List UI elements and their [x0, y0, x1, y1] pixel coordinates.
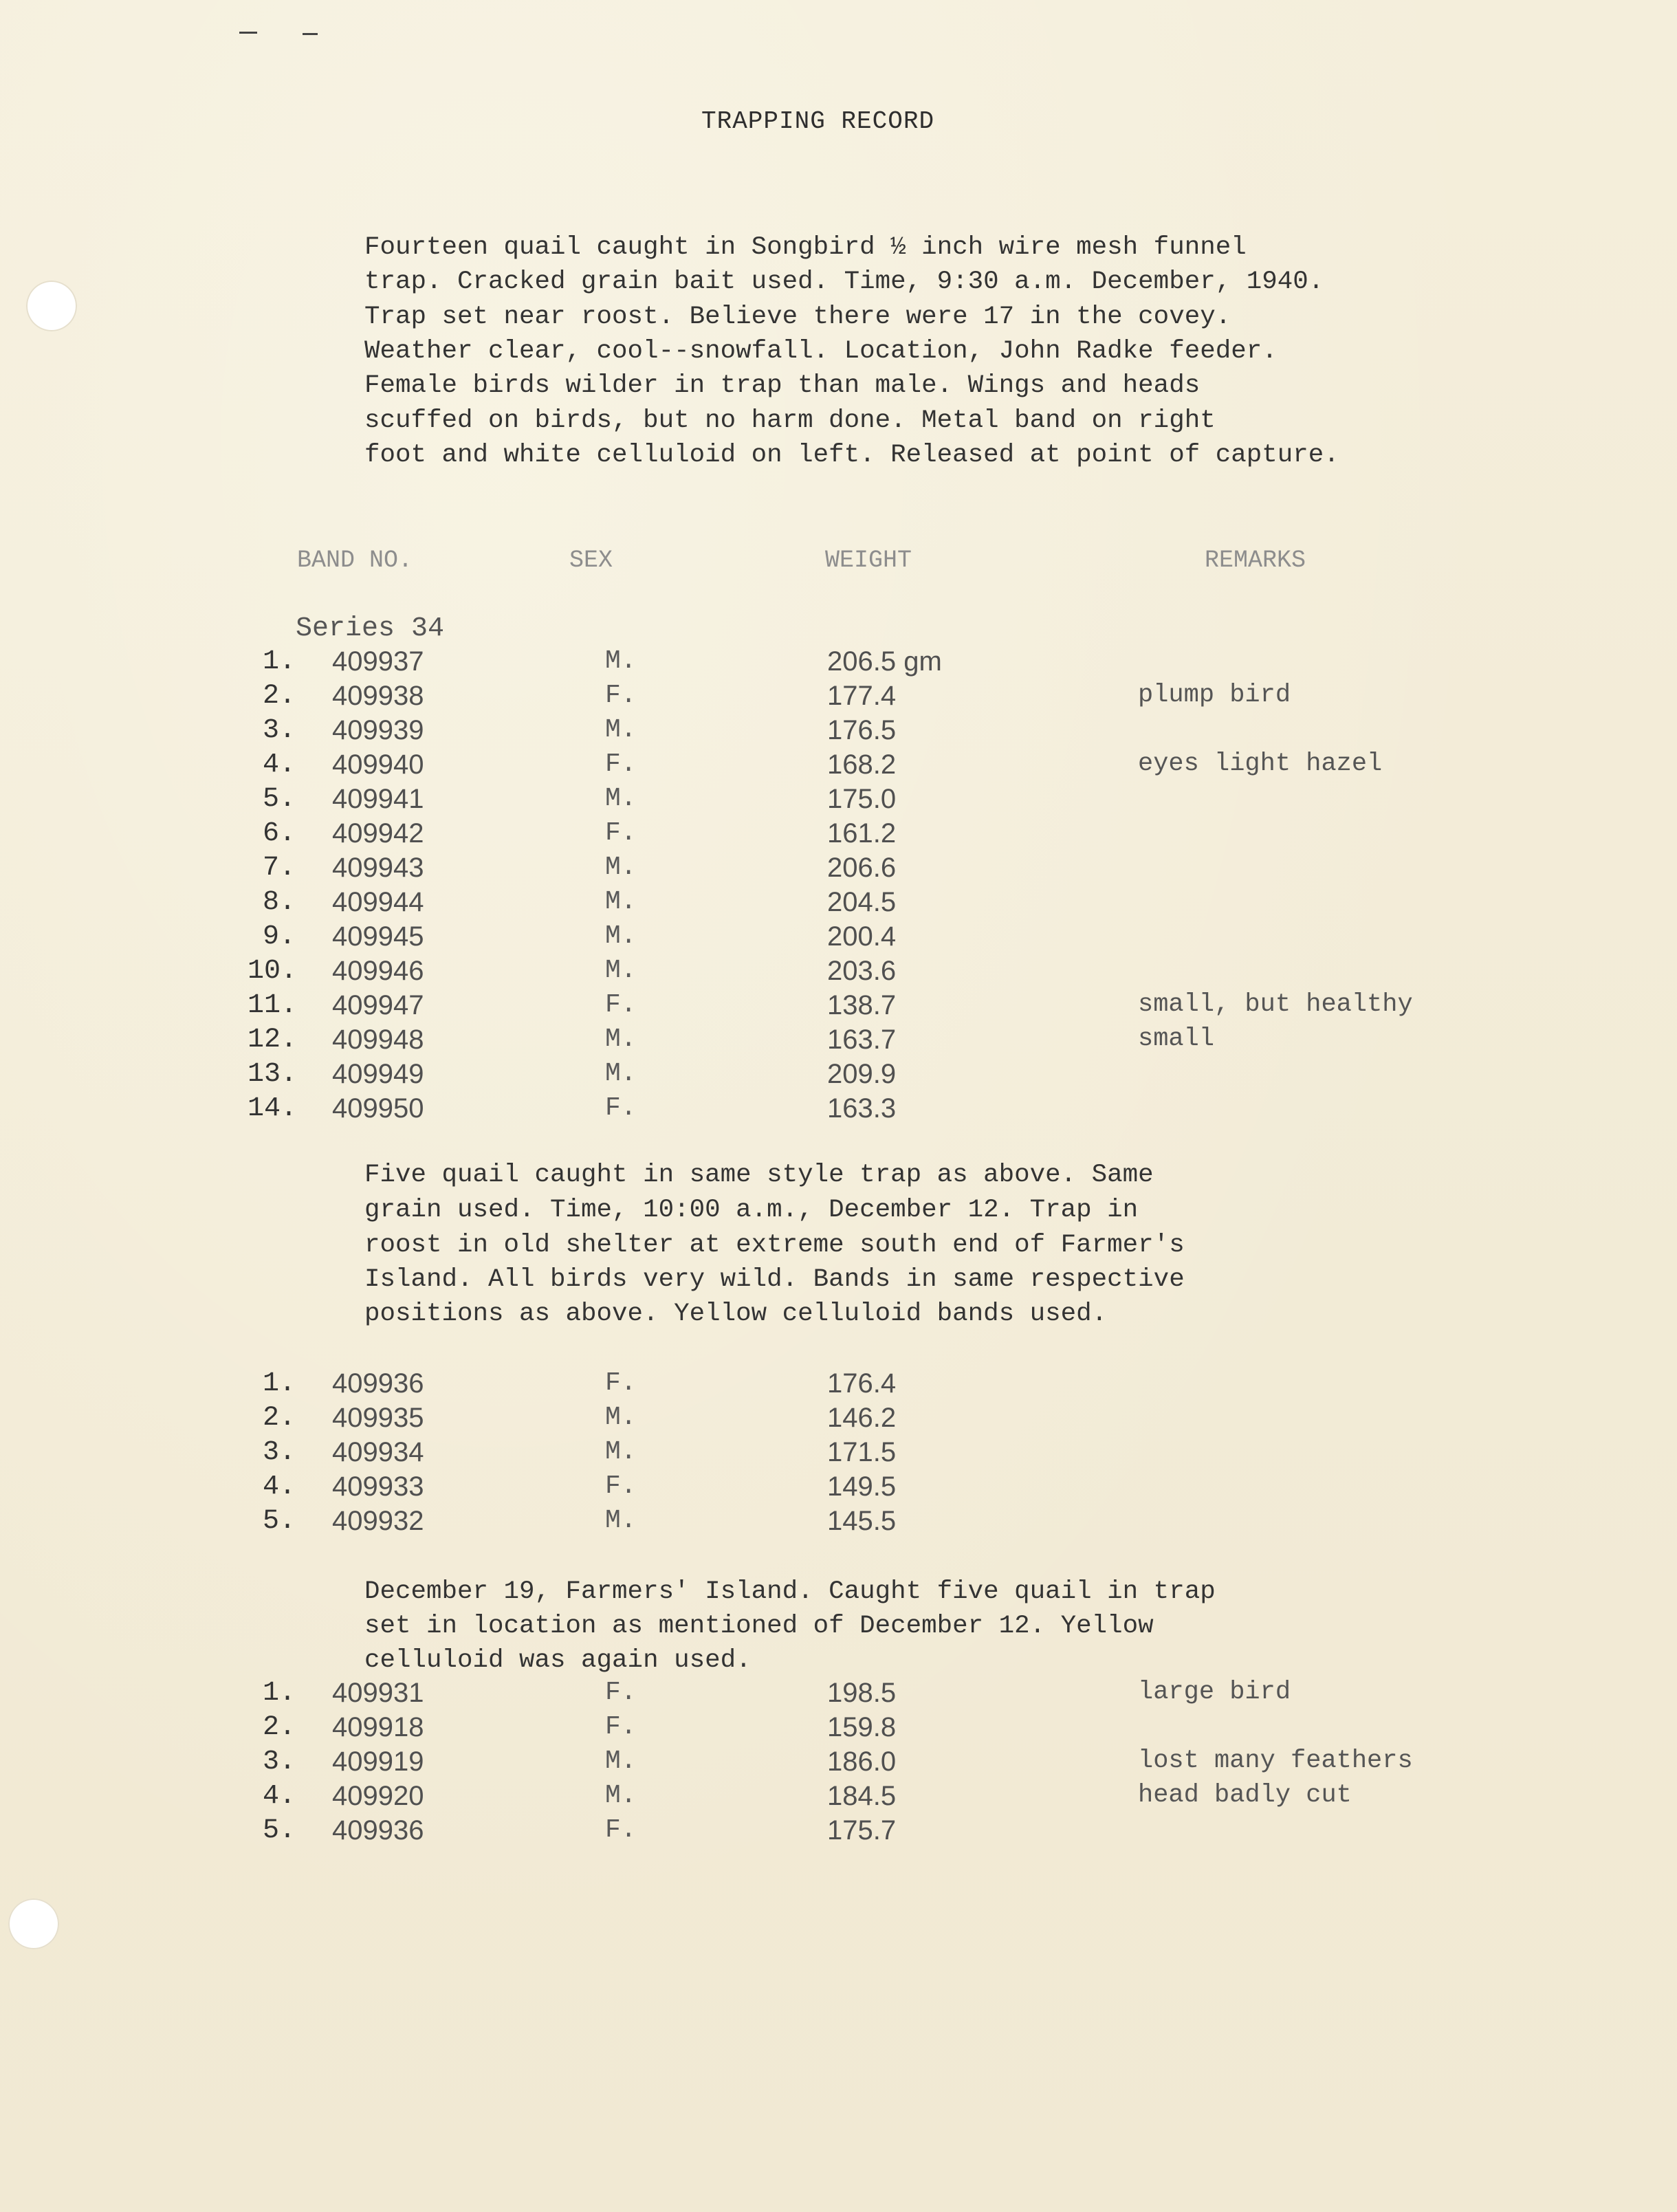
row-number: 4.	[263, 1781, 296, 1812]
sex-value: F.	[605, 1815, 637, 1845]
sex-value: M.	[605, 784, 637, 813]
table-row	[0, 818, 1677, 853]
remark-value: small, but healthy	[1138, 990, 1413, 1019]
row-number: 14.	[248, 1093, 298, 1124]
table-row	[0, 853, 1677, 887]
band-number: 409932	[332, 1506, 424, 1536]
band-number: 409950	[332, 1093, 424, 1124]
band-number: 409931	[332, 1678, 424, 1708]
paragraph-1-line: trap. Cracked grain bait used. Time, 9:30 a.m. December, 1940.	[364, 267, 1324, 296]
weight-value: 168.2	[827, 749, 897, 780]
band-number: 409936	[332, 1368, 424, 1399]
weight-value: 171.5	[827, 1437, 897, 1467]
header-band-no: BAND NO.	[297, 547, 413, 574]
weight-value: 177.4	[827, 681, 897, 711]
sex-value: M.	[605, 1506, 637, 1535]
band-number: 409941	[332, 784, 424, 814]
band-number: 409936	[332, 1815, 424, 1846]
table-row	[0, 1815, 1677, 1850]
weight-value: 176.5	[827, 715, 897, 745]
weight-value: 186.0	[827, 1746, 897, 1777]
row-number: 8.	[263, 887, 296, 918]
weight-value: 163.3	[827, 1093, 897, 1124]
table-row	[0, 1471, 1677, 1506]
paragraph-3-line: December 19, Farmers' Island. Caught five quail in trap	[364, 1577, 1216, 1606]
row-number: 5.	[263, 1506, 296, 1537]
weight-value: 138.7	[827, 990, 897, 1020]
row-number: 2.	[263, 1712, 296, 1743]
weight-value: 176.4	[827, 1368, 897, 1399]
row-number: 3.	[263, 715, 296, 746]
paragraph-1-line: Trap set near roost. Believe there were 17 in the covey.	[364, 303, 1231, 331]
row-number: 12.	[248, 1025, 298, 1055]
weight-value: 203.6	[827, 956, 897, 986]
paragraph-1-line: scuffed on birds, but no harm done. Metal band on right	[364, 406, 1216, 435]
row-number: 3.	[263, 1746, 296, 1777]
header-remarks: REMARKS	[1205, 547, 1306, 574]
header-sex: SEX	[569, 547, 613, 574]
sex-value: F.	[605, 990, 637, 1020]
sex-value: F.	[605, 1471, 637, 1501]
punch-hole-bottom	[8, 1898, 59, 1949]
remark-value: lost many feathers	[1138, 1746, 1413, 1775]
weight-value: 159.8	[827, 1712, 897, 1742]
row-number: 2.	[263, 681, 296, 712]
sex-value: F.	[605, 749, 637, 779]
weight-value: 209.9	[827, 1059, 897, 1089]
row-number: 2.	[263, 1403, 296, 1434]
sex-value: F.	[605, 1712, 637, 1742]
row-number: 4.	[263, 1471, 296, 1502]
table-row	[0, 956, 1677, 990]
paragraph-2-line: Island. All birds very wild. Bands in same respective	[364, 1265, 1185, 1294]
document-title: TRAPPING RECORD	[701, 107, 935, 135]
series-label: Series 34	[296, 613, 445, 644]
sex-value: F.	[605, 818, 637, 848]
sex-value: M.	[605, 646, 637, 676]
band-number: 409918	[332, 1712, 424, 1742]
paragraph-1-line: Female birds wilder in trap than male. Wings and heads	[364, 371, 1201, 400]
sex-value: M.	[605, 715, 637, 745]
table-row	[0, 1437, 1677, 1471]
sex-value: F.	[605, 1678, 637, 1707]
row-number: 10.	[248, 956, 298, 987]
row-number: 9.	[263, 921, 296, 952]
weight-value: 175.7	[827, 1815, 897, 1846]
band-number: 409937	[332, 646, 424, 677]
table-row	[0, 784, 1677, 818]
weight-value: 161.2	[827, 818, 897, 848]
table-row	[0, 715, 1677, 749]
band-number: 409943	[332, 853, 424, 883]
weight-value: 200.4	[827, 921, 897, 952]
band-number: 409946	[332, 956, 424, 986]
weight-value: 206.5 gm	[827, 646, 942, 677]
sex-value: M.	[605, 956, 637, 985]
band-number: 409948	[332, 1025, 424, 1055]
row-number: 6.	[263, 818, 296, 849]
table-row	[0, 887, 1677, 921]
sex-value: M.	[605, 921, 637, 951]
remark-value: small	[1138, 1025, 1215, 1053]
weight-value: 145.5	[827, 1506, 897, 1536]
weight-value: 175.0	[827, 784, 897, 814]
paragraph-2-line: Five quail caught in same style trap as above. Same	[364, 1161, 1154, 1190]
row-number: 7.	[263, 853, 296, 884]
band-number: 409939	[332, 715, 424, 745]
paragraph-2-line: roost in old shelter at extreme south end of Farmer's	[364, 1231, 1185, 1260]
sex-value: M.	[605, 1059, 637, 1088]
table-row	[0, 1781, 1677, 1815]
header-weight: WEIGHT	[825, 547, 912, 574]
weight-value: 163.7	[827, 1025, 897, 1055]
band-number: 409934	[332, 1437, 424, 1467]
table-row	[0, 1059, 1677, 1093]
table-row	[0, 646, 1677, 681]
sex-value: F.	[605, 681, 637, 710]
band-number: 409920	[332, 1781, 424, 1811]
paragraph-3-line: set in location as mentioned of December 12. Yellow	[364, 1612, 1154, 1641]
paragraph-2-line: positions as above. Yellow celluloid bands used.	[364, 1300, 1108, 1328]
row-number: 3.	[263, 1437, 296, 1468]
table-row	[0, 1712, 1677, 1746]
weight-value: 204.5	[827, 887, 897, 917]
sex-value: M.	[605, 1403, 637, 1432]
table-row	[0, 1746, 1677, 1781]
table-row	[0, 1093, 1677, 1128]
remark-value: plump bird	[1138, 681, 1291, 710]
band-number: 409933	[332, 1471, 424, 1502]
remark-value: head badly cut	[1138, 1781, 1352, 1810]
punch-hole-top	[26, 281, 77, 331]
paragraph-1-line: Weather clear, cool--snowfall. Location, John Radke feeder.	[364, 337, 1278, 366]
table-row	[0, 921, 1677, 956]
weight-value: 184.5	[827, 1781, 897, 1811]
band-number: 409935	[332, 1403, 424, 1433]
table-row	[0, 1025, 1677, 1059]
band-number: 409944	[332, 887, 424, 917]
sex-value: M.	[605, 853, 637, 882]
weight-value: 198.5	[827, 1678, 897, 1708]
remark-value: large bird	[1138, 1678, 1291, 1707]
paragraph-3-line: celluloid was again used.	[364, 1646, 752, 1675]
remark-value: eyes light hazel	[1138, 749, 1383, 778]
paragraph-1-line: foot and white celluloid on left. Released at point of capture.	[364, 441, 1339, 470]
sex-value: F.	[605, 1368, 637, 1398]
band-number: 409919	[332, 1746, 424, 1777]
sex-value: M.	[605, 1025, 637, 1054]
sex-value: M.	[605, 1437, 637, 1467]
weight-value: 149.5	[827, 1471, 897, 1502]
paragraph-2-line: grain used. Time, 10:00 a.m., December 12. Trap in	[364, 1196, 1139, 1225]
sex-value: M.	[605, 887, 637, 917]
band-number: 409938	[332, 681, 424, 711]
row-number: 5.	[263, 784, 296, 815]
table-row	[0, 1403, 1677, 1437]
row-number: 5.	[263, 1815, 296, 1846]
row-number: 13.	[248, 1059, 298, 1090]
band-number: 409949	[332, 1059, 424, 1089]
weight-value: 206.6	[827, 853, 897, 883]
row-number: 1.	[263, 646, 296, 677]
sex-value: M.	[605, 1781, 637, 1810]
stray-mark	[303, 33, 318, 35]
table-row	[0, 1506, 1677, 1540]
table-row	[0, 1678, 1677, 1712]
row-number: 1.	[263, 1368, 296, 1399]
band-number: 409945	[332, 921, 424, 952]
row-number: 11.	[248, 990, 298, 1021]
table-row	[0, 749, 1677, 784]
weight-value: 146.2	[827, 1403, 897, 1433]
paragraph-1-line: Fourteen quail caught in Songbird ½ inch wire mesh funnel	[364, 233, 1247, 262]
table-row	[0, 681, 1677, 715]
table-row	[0, 990, 1677, 1025]
band-number: 409940	[332, 749, 424, 780]
row-number: 1.	[263, 1678, 296, 1709]
band-number: 409942	[332, 818, 424, 848]
sex-value: F.	[605, 1093, 637, 1123]
row-number: 4.	[263, 749, 296, 780]
band-number: 409947	[332, 990, 424, 1020]
stray-mark	[239, 32, 257, 34]
table-row	[0, 1368, 1677, 1403]
sex-value: M.	[605, 1746, 637, 1776]
